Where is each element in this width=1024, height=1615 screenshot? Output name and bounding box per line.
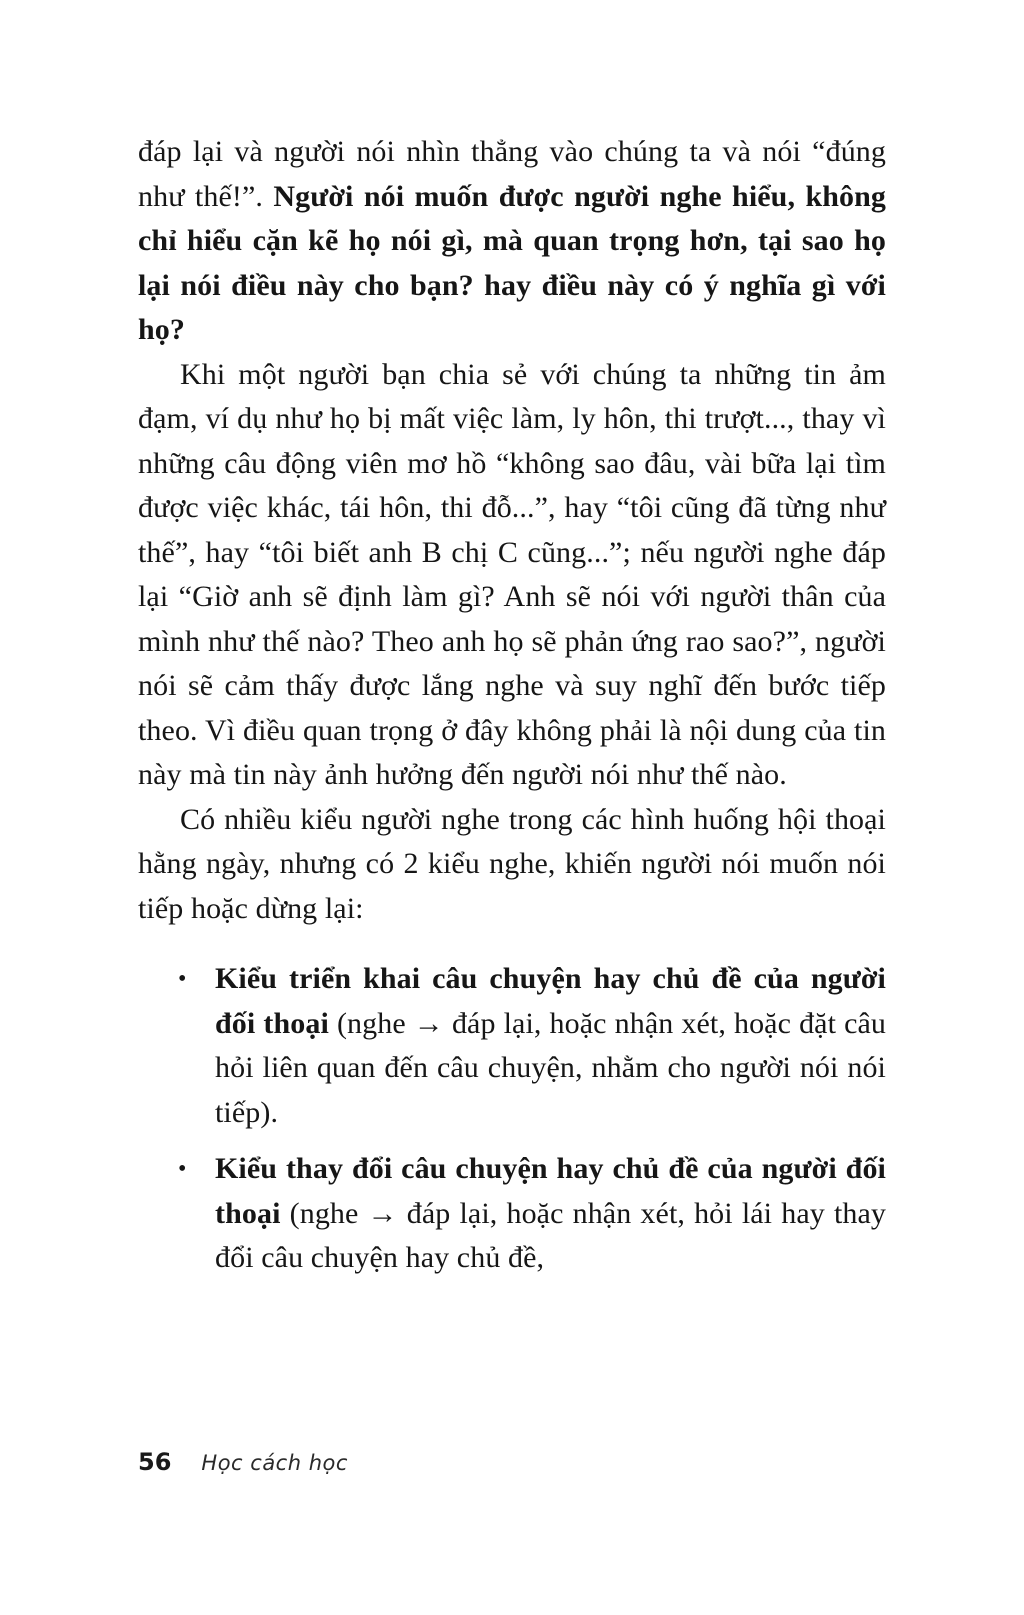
paragraph-2: Khi một người bạn chia sẻ với chúng ta những tin ảm đạm, ví dụ như họ bị mất việc làm, ly hôn, thi trượt..., thay vì những câu động viên mơ hồ “không sao đâu, vài bữa lại tìm được việc khác, tái hôn, thi đỗ...”, hay “tôi cũng đã từng như thế”, hay “tôi biết anh B chị C cũng...”; nếu người nghe đáp lại “Giờ anh sẽ định làm gì? Anh sẽ nói với người thân của mình như thế nào? Theo anh họ sẽ phản ứng rao sao?”, người nói sẽ cảm thấy được lắng nghe và suy nghĩ đến bước tiếp theo. Vì điều quan trọng ở đây không phải là nội dung của tin này mà tin này ảnh hưởng đến người nói như thế nào. <box>138 357 886 791</box>
bullet-1-bold-text: Kiểu triển khai câu chuyện hay chủ đề của người đối thoại <box>215 962 886 1040</box>
paragraph-3: Có nhiều kiểu người nghe trong các hình huống hội thoại hằng ngày, nhưng có 2 kiểu nghe, khiến người nói muốn nói tiếp hoặc dừng lại: <box>138 802 886 925</box>
bullet-item-2 <box>138 1147 886 1281</box>
paragraph-1-normal-text: đáp lại và người nói nhìn thẳng vào chúng ta và nói “đúng như thế!”. <box>138 135 886 213</box>
page-footer <box>138 1448 348 1476</box>
paragraph-1-bold-text: Người nói muốn được người nghe hiểu, không chỉ hiểu cặn kẽ họ nói gì, mà quan trọng hơn, tại sao họ lại nói điều này cho bạn? hay điều này có ý nghĩa gì với họ? <box>138 179 886 346</box>
paragraph-1 <box>138 130 886 353</box>
bullet-list <box>138 957 886 1281</box>
bullet-1-text <box>215 962 886 1129</box>
bullet-item-1 <box>138 957 886 1135</box>
bullet-2-normal-text: (nghe → đáp lại, hoặc nhận xét, hỏi lái hay thay đổi câu chuyện hay chủ đề, <box>215 1196 886 1274</box>
bullet-2-bold-text: Kiểu thay đổi câu chuyện hay chủ đề của người đối thoại <box>215 1152 886 1230</box>
bullet-1-normal-text: (nghe → đáp lại, hoặc nhận xét, hoặc đặt câu hỏi liên quan đến câu chuyện, nhằm cho người nói nói tiếp). <box>215 1006 886 1129</box>
bullet-2-marker-icon: • <box>178 1156 187 1182</box>
book-title: Học cách học <box>201 1451 348 1475</box>
bullet-2-text <box>215 1152 886 1274</box>
page-number: 56 <box>138 1448 172 1476</box>
bullet-1-marker-icon: • <box>178 966 187 992</box>
page-content <box>138 130 886 1281</box>
